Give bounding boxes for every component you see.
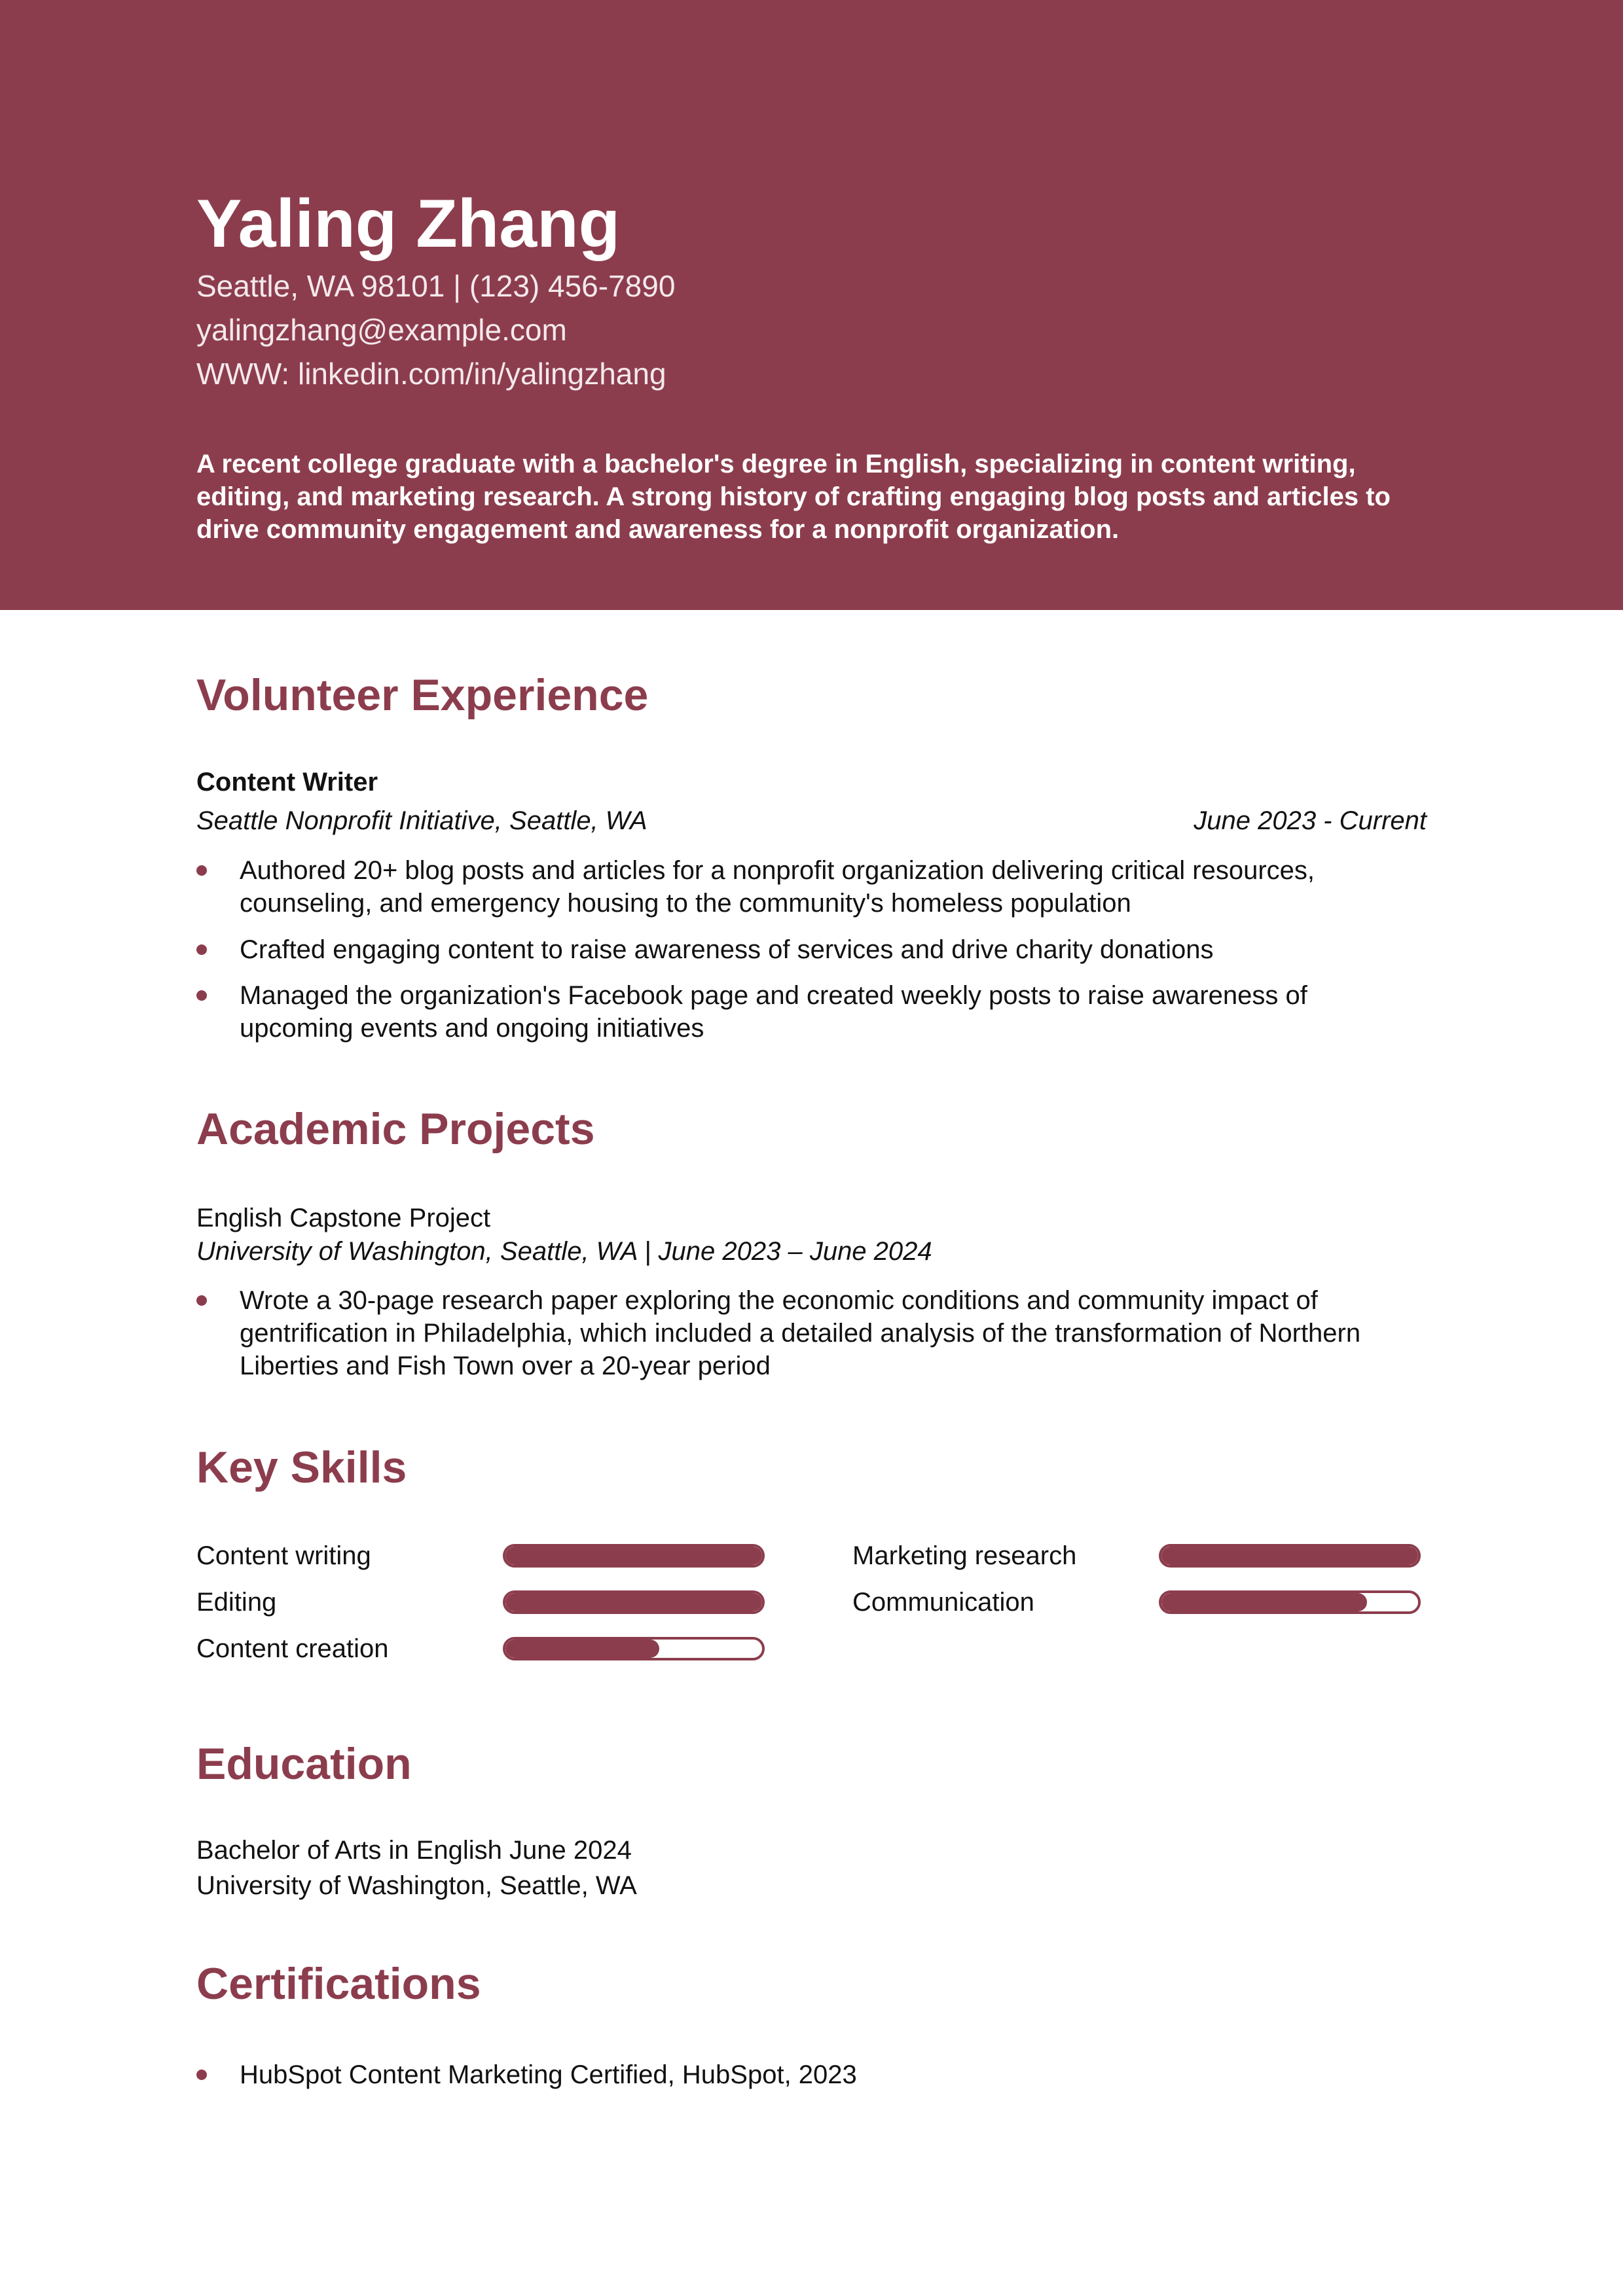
skill-label: Content writing: [196, 1541, 371, 1570]
skill-bar: [1159, 1544, 1421, 1568]
project-bullet: [196, 1284, 1427, 1382]
section-title-projects: Academic Projects: [196, 1104, 595, 1154]
skill-bar: [1159, 1590, 1421, 1614]
bullet-text: Wrote a 30-page research paper exploring the economic conditions and community impact of gentrification in Philadelphia, which included a detailed analysis of the transformation of Northern Liberties and Fish Town over a 20-year period: [240, 1286, 1361, 1380]
certification-item: [196, 2058, 1427, 2091]
candidate-name: Yaling Zhang: [196, 186, 621, 262]
volunteer-bullet: [196, 854, 1427, 920]
bullet-icon: [196, 990, 207, 1001]
skill-bar: [503, 1637, 765, 1660]
bullet-icon: [196, 865, 207, 876]
education-degree: Bachelor of Arts in English June 2024: [196, 1836, 632, 1865]
volunteer-bullet: [196, 933, 1427, 966]
summary: A recent college graduate with a bachelor's degree in English, specializing in content writing, editing, and marketing research. A strong history of crafting engaging blog posts and articles to drive community engagement and awareness for a nonprofit organization.: [196, 450, 1391, 544]
bullet-icon: [196, 944, 207, 955]
project-name: English Capstone Project: [196, 1204, 491, 1232]
bullet-text: Crafted engaging content to raise awareness of services and drive charity donations: [240, 935, 1214, 964]
bullet-icon: [196, 1295, 207, 1306]
project-details: University of Washington, Seattle, WA | June 2023 – June 2024: [196, 1237, 932, 1266]
skill-label: Communication: [852, 1588, 1034, 1617]
skill-bar: [503, 1590, 765, 1614]
section-title-education: Education: [196, 1739, 412, 1789]
section-title-certifications: Certifications: [196, 1959, 481, 2009]
education-school: University of Washington, Seattle, WA: [196, 1871, 637, 1900]
skill-bar-fill: [505, 1593, 762, 1611]
email-link[interactable]: yalingzhang@example.com: [196, 313, 567, 347]
volunteer-bullet: [196, 979, 1427, 1045]
skill-bar-fill: [1161, 1593, 1367, 1611]
volunteer-dates: June 2023 - Current: [1194, 806, 1427, 835]
location-phone: Seattle, WA 98101 | (123) 456-7890: [196, 269, 676, 303]
skill-bar-fill: [505, 1640, 659, 1658]
volunteer-org: Seattle Nonprofit Initiative, Seattle, WA: [196, 806, 647, 835]
section-title-volunteer: Volunteer Experience: [196, 670, 649, 720]
bullet-text: Authored 20+ blog posts and articles for a nonprofit organization delivering critical resources, counseling, and emergency housing to the community's homeless population: [240, 856, 1315, 918]
skill-label: Editing: [196, 1588, 277, 1617]
bullet-text: Managed the organization's Facebook page and created weekly posts to raise awareness of upcoming events and ongoing initiatives: [240, 981, 1307, 1043]
section-title-skills: Key Skills: [196, 1443, 407, 1492]
skill-label: Marketing research: [852, 1541, 1077, 1570]
website-link[interactable]: WWW: linkedin.com/in/yalingzhang: [196, 357, 666, 391]
skill-bar-fill: [1161, 1547, 1418, 1565]
skill-label: Content creation: [196, 1634, 389, 1663]
skill-bar: [503, 1544, 765, 1568]
skill-bar-fill: [505, 1547, 762, 1565]
bullet-icon: [196, 2070, 207, 2080]
certification-text: HubSpot Content Marketing Certified, HubSpot, 2023: [240, 2060, 857, 2089]
volunteer-role: Content Writer: [196, 768, 378, 797]
header-banner: [0, 0, 1623, 610]
